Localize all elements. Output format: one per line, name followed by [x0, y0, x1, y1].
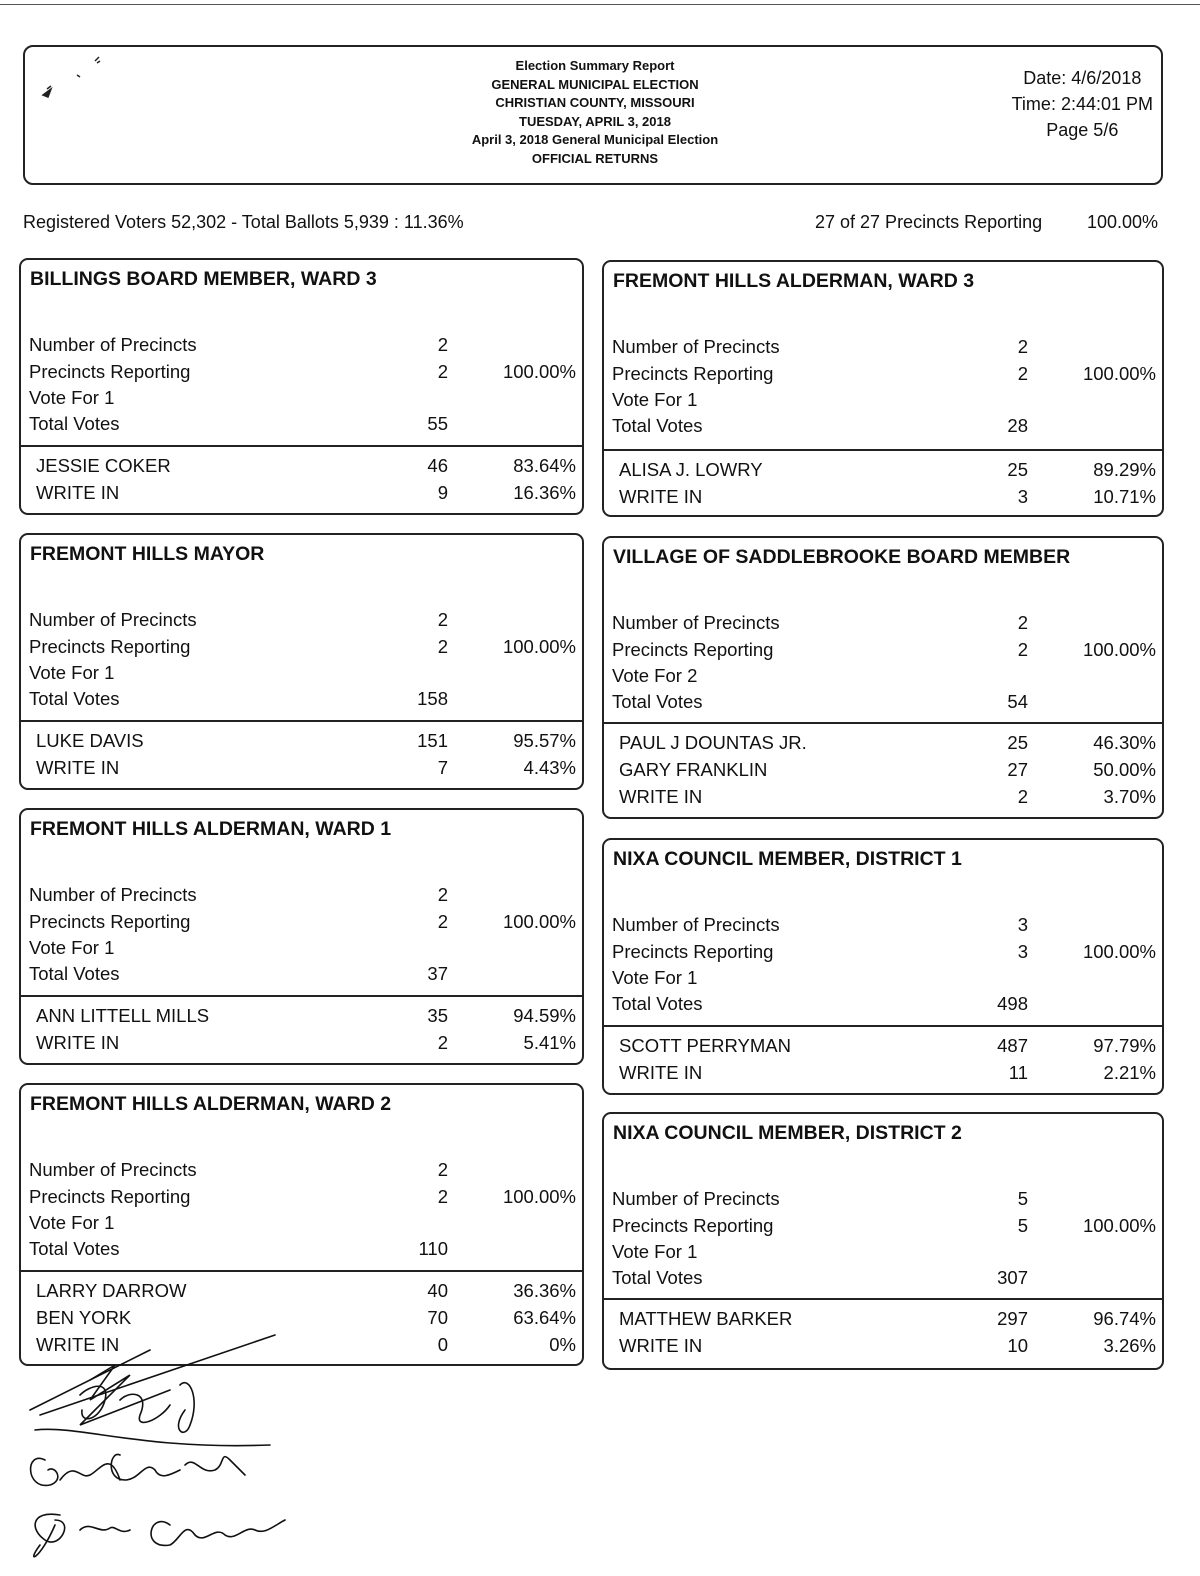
- precincts-reporting-summary: 27 of 27 Precincts Reporting: [815, 212, 1043, 232]
- precincts-reporting-row: [612, 939, 1156, 965]
- election-name: GENERAL MUNICIPAL ELECTION: [491, 76, 699, 92]
- row-label: Total Votes: [612, 1267, 703, 1288]
- candidate-percent: 5.41%: [523, 1032, 576, 1053]
- row-label: Vote For 1: [29, 937, 115, 958]
- number-of-precincts-row: [29, 1157, 576, 1183]
- row-label: Total Votes: [29, 688, 120, 709]
- race-title: VILLAGE OF SADDLEBROOKE BOARD MEMBER: [613, 546, 1071, 568]
- candidate-name: LARRY DARROW: [36, 1280, 187, 1301]
- vote-for-row: [29, 660, 576, 686]
- page-number: Page 5/6: [1046, 120, 1119, 140]
- row-value: 5: [1017, 1188, 1028, 1209]
- candidate-name: WRITE IN: [36, 1334, 120, 1355]
- candidate-percent: 16.36%: [513, 482, 576, 503]
- candidate-votes: 3: [1017, 486, 1028, 507]
- report-date: Date: 4/6/2018: [1023, 68, 1142, 88]
- row-label: Precincts Reporting: [29, 911, 191, 932]
- results-divider: [604, 722, 1162, 724]
- vote-for-row: [29, 935, 576, 961]
- vote-for-row: [612, 663, 1156, 689]
- candidate-votes: 0: [437, 1334, 448, 1355]
- results-divider: [21, 720, 582, 722]
- precincts-reporting-row: [29, 634, 576, 660]
- candidate-votes: 2: [437, 1032, 448, 1053]
- number-of-precincts-row: [29, 882, 576, 908]
- candidate-percent: 46.30%: [1093, 732, 1156, 753]
- total-votes-row: [612, 689, 1156, 715]
- row-value: 2: [437, 884, 448, 905]
- total-votes-row: [612, 413, 1156, 439]
- number-of-precincts-row: [29, 607, 576, 633]
- candidate-name: WRITE IN: [619, 1335, 703, 1356]
- row-value: 2: [1017, 639, 1028, 660]
- county-name: CHRISTIAN COUNTY, MISSOURI: [495, 95, 695, 110]
- row-percent: 100.00%: [502, 636, 576, 657]
- registered-voters-summary: Registered Voters 52,302 - Total Ballots 5,939 : 11.36%: [23, 212, 464, 232]
- row-value: 2: [437, 609, 448, 630]
- results-divider: [604, 1025, 1162, 1027]
- row-label: Vote For 1: [29, 387, 115, 408]
- candidate-percent: 95.57%: [513, 730, 576, 751]
- total-votes-row: [29, 961, 576, 987]
- total-votes-row: [612, 1265, 1156, 1291]
- precincts-reporting-row: [29, 359, 576, 385]
- candidate-votes: 25: [1007, 732, 1028, 753]
- candidate-percent: 2.21%: [1103, 1062, 1156, 1083]
- row-value: 110: [418, 1238, 448, 1259]
- row-label: Precincts Reporting: [612, 639, 774, 660]
- candidate-votes: 40: [427, 1280, 448, 1301]
- candidate-row: [612, 484, 1156, 510]
- total-votes-row: [29, 1236, 576, 1262]
- race-box: [19, 808, 584, 1065]
- row-percent: 100.00%: [1082, 941, 1156, 962]
- report-header: [23, 45, 1163, 185]
- candidate-name: JESSIE COKER: [36, 455, 171, 476]
- candidate-name: WRITE IN: [36, 1032, 120, 1053]
- candidate-percent: 10.71%: [1093, 486, 1156, 507]
- row-value: 55: [427, 413, 448, 434]
- row-value: 28: [1007, 415, 1028, 436]
- returns-status: OFFICIAL RETURNS: [531, 150, 659, 166]
- candidate-row: [612, 757, 1156, 783]
- results-divider: [604, 449, 1162, 451]
- race-title: BILLINGS BOARD MEMBER, WARD 3: [30, 268, 377, 290]
- candidate-row: [612, 1306, 1156, 1332]
- candidate-votes: 2: [1017, 786, 1028, 807]
- candidate-row: [29, 453, 576, 479]
- row-label: Number of Precincts: [29, 884, 197, 905]
- candidate-name: ANN LITTELL MILLS: [36, 1005, 210, 1026]
- precincts-reporting-row: [612, 361, 1156, 387]
- results-divider: [604, 1298, 1162, 1300]
- race-title: FREMONT HILLS ALDERMAN, WARD 2: [30, 1093, 392, 1115]
- row-label: Precincts Reporting: [612, 363, 774, 384]
- row-value: 2: [1017, 363, 1028, 384]
- candidate-percent: 50.00%: [1093, 759, 1156, 780]
- row-value: 498: [997, 993, 1028, 1014]
- total-votes-row: [612, 991, 1156, 1017]
- row-value: 2: [437, 361, 448, 382]
- row-percent: 100.00%: [1082, 363, 1156, 384]
- precincts-reporting-row: [29, 909, 576, 935]
- row-label: Total Votes: [29, 413, 120, 434]
- number-of-precincts-row: [612, 334, 1156, 360]
- candidate-row: [29, 1305, 576, 1331]
- candidate-row: [612, 1333, 1156, 1359]
- row-value: 2: [1017, 612, 1028, 633]
- row-value: 3: [1017, 914, 1028, 935]
- row-percent: 100.00%: [502, 911, 576, 932]
- top-rule: [0, 4, 1200, 5]
- race-box: [602, 536, 1164, 819]
- row-value: 37: [427, 963, 448, 984]
- candidate-row: [612, 457, 1156, 483]
- precincts-reporting-row: [612, 1213, 1156, 1239]
- row-label: Total Votes: [29, 1238, 120, 1259]
- candidate-row: [29, 480, 576, 506]
- candidate-name: GARY FRANKLIN: [619, 759, 768, 780]
- candidate-votes: 487: [997, 1035, 1028, 1056]
- number-of-precincts-row: [612, 912, 1156, 938]
- race-box: [19, 1083, 584, 1366]
- race-title: NIXA COUNCIL MEMBER, DISTRICT 2: [613, 1122, 962, 1144]
- report-meta: [1012, 65, 1153, 143]
- candidate-votes: 27: [1007, 759, 1028, 780]
- row-label: Vote For 1: [29, 1212, 115, 1233]
- row-label: Total Votes: [612, 993, 703, 1014]
- candidate-name: PAUL J DOUNTAS JR.: [619, 732, 807, 753]
- row-label: Precincts Reporting: [29, 361, 191, 382]
- candidate-row: [612, 730, 1156, 756]
- row-percent: 100.00%: [502, 361, 576, 382]
- results-divider: [21, 445, 582, 447]
- row-label: Vote For 1: [612, 967, 698, 988]
- row-label: Total Votes: [612, 415, 703, 436]
- row-value: 2: [437, 911, 448, 932]
- race-title: FREMONT HILLS ALDERMAN, WARD 1: [30, 818, 392, 840]
- row-value: 3: [1017, 941, 1028, 962]
- candidate-votes: 11: [1008, 1062, 1028, 1083]
- row-label: Number of Precincts: [612, 1188, 780, 1209]
- candidate-row: [29, 755, 576, 781]
- row-value: 307: [997, 1267, 1028, 1288]
- row-label: Vote For 2: [612, 665, 698, 686]
- candidate-name: WRITE IN: [619, 786, 703, 807]
- row-label: Number of Precincts: [612, 336, 780, 357]
- row-value: 5: [1017, 1215, 1028, 1236]
- row-value: 2: [1017, 336, 1028, 357]
- race-box: [602, 260, 1164, 517]
- vote-for-row: [612, 965, 1156, 991]
- candidate-votes: 151: [417, 730, 448, 751]
- report-title: Election Summary Report: [515, 58, 675, 73]
- candidate-name: WRITE IN: [619, 486, 703, 507]
- candidate-row: [612, 784, 1156, 810]
- race-box: [602, 838, 1164, 1095]
- results-divider: [21, 995, 582, 997]
- candidate-row: [612, 1033, 1156, 1059]
- candidate-votes: 7: [437, 757, 448, 778]
- number-of-precincts-row: [612, 610, 1156, 636]
- race-title: FREMONT HILLS ALDERMAN, WARD 3: [613, 270, 975, 292]
- vote-for-row: [29, 1210, 576, 1236]
- number-of-precincts-row: [612, 1186, 1156, 1212]
- election-description: April 3, 2018 General Municipal Election: [471, 132, 719, 147]
- candidate-percent: 36.36%: [513, 1280, 576, 1301]
- row-label: Total Votes: [29, 963, 120, 984]
- candidate-percent: 3.70%: [1103, 786, 1156, 807]
- candidate-percent: 63.64%: [513, 1307, 576, 1328]
- number-of-precincts-row: [29, 332, 576, 358]
- row-label: Number of Precincts: [29, 1159, 197, 1180]
- row-label: Number of Precincts: [29, 609, 197, 630]
- official-signatures: [20, 1330, 320, 1570]
- race-box: [19, 533, 584, 790]
- candidate-percent: 3.26%: [1103, 1335, 1156, 1356]
- row-value: 2: [437, 1159, 448, 1180]
- total-votes-row: [29, 686, 576, 712]
- vote-for-row: [612, 1239, 1156, 1265]
- candidate-name: WRITE IN: [36, 482, 120, 503]
- row-label: Number of Precincts: [612, 914, 780, 935]
- race-box: [19, 258, 584, 515]
- vote-for-row: [612, 387, 1156, 413]
- row-percent: 100.00%: [1082, 1215, 1156, 1236]
- race-title: FREMONT HILLS MAYOR: [30, 543, 265, 565]
- election-date: TUESDAY, APRIL 3, 2018: [519, 113, 671, 129]
- row-value: 2: [437, 334, 448, 355]
- candidate-votes: 10: [1007, 1335, 1028, 1356]
- candidate-votes: 46: [427, 455, 448, 476]
- candidate-votes: 35: [427, 1005, 448, 1026]
- candidate-row: [29, 1030, 576, 1056]
- row-percent: 100.00%: [502, 1186, 576, 1207]
- row-label: Total Votes: [612, 691, 703, 712]
- report-time: Time: 2:44:01 PM: [1011, 94, 1153, 114]
- race-box: [602, 1112, 1164, 1370]
- row-label: Precincts Reporting: [612, 941, 774, 962]
- candidate-percent: 0%: [549, 1334, 576, 1355]
- precincts-reporting-row: [612, 637, 1156, 663]
- row-value: 54: [1007, 691, 1028, 712]
- candidate-percent: 97.79%: [1093, 1035, 1156, 1056]
- candidate-percent: 4.43%: [523, 757, 576, 778]
- race-title: NIXA COUNCIL MEMBER, DISTRICT 1: [613, 848, 962, 870]
- report-title-block: [325, 57, 865, 168]
- row-label: Vote For 1: [29, 662, 115, 683]
- row-label: Precincts Reporting: [29, 636, 191, 657]
- row-value: 2: [437, 636, 448, 657]
- row-label: Number of Precincts: [29, 334, 197, 355]
- row-label: Vote For 1: [612, 1241, 698, 1262]
- candidate-name: BEN YORK: [36, 1307, 132, 1328]
- row-label: Number of Precincts: [612, 612, 780, 633]
- candidate-percent: 96.74%: [1093, 1308, 1156, 1329]
- candidate-votes: 9: [437, 482, 448, 503]
- candidate-row: [29, 1003, 576, 1029]
- candidate-votes: 25: [1007, 459, 1028, 480]
- row-label: Precincts Reporting: [612, 1215, 774, 1236]
- row-value: 158: [417, 688, 448, 709]
- candidate-percent: 83.64%: [513, 455, 576, 476]
- precincts-reporting-percent: 100.00%: [1087, 212, 1159, 232]
- candidate-percent: 94.59%: [513, 1005, 576, 1026]
- candidate-name: WRITE IN: [619, 1062, 703, 1083]
- candidate-name: LUKE DAVIS: [36, 730, 144, 751]
- candidate-votes: 70: [427, 1307, 448, 1328]
- candidate-row: [29, 728, 576, 754]
- row-label: Vote For 1: [612, 389, 698, 410]
- row-value: 2: [437, 1186, 448, 1207]
- vote-for-row: [29, 385, 576, 411]
- candidate-row: [612, 1060, 1156, 1086]
- results-divider: [21, 1270, 582, 1272]
- row-label: Precincts Reporting: [29, 1186, 191, 1207]
- row-percent: 100.00%: [1082, 639, 1156, 660]
- candidate-row: [29, 1278, 576, 1304]
- total-votes-row: [29, 411, 576, 437]
- candidate-name: SCOTT PERRYMAN: [619, 1035, 792, 1056]
- candidate-percent: 89.29%: [1093, 459, 1156, 480]
- candidate-votes: 297: [997, 1308, 1028, 1329]
- candidate-name: ALISA J. LOWRY: [619, 459, 763, 480]
- candidate-name: WRITE IN: [36, 757, 120, 778]
- county-seal-mark: [33, 53, 113, 113]
- precincts-reporting-row: [29, 1184, 576, 1210]
- candidate-name: MATTHEW BARKER: [619, 1308, 793, 1329]
